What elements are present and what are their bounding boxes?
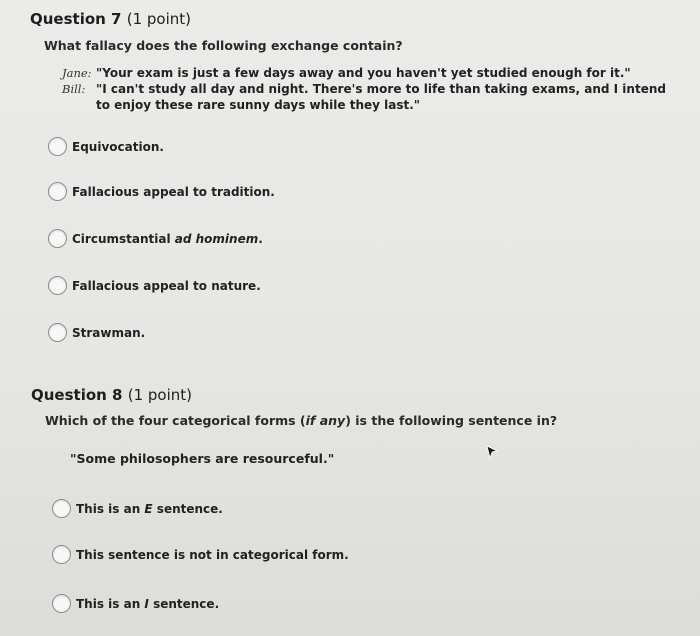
option-label: Fallacious appeal to nature. bbox=[72, 278, 261, 293]
q7-option-appeal-to-nature[interactable] bbox=[48, 276, 261, 295]
option-label-post: . bbox=[258, 231, 263, 246]
dialogue bbox=[62, 65, 666, 113]
radio-button[interactable] bbox=[48, 229, 67, 248]
bill-speaker: Bill: bbox=[62, 82, 86, 96]
q7-option-strawman[interactable] bbox=[48, 323, 145, 342]
question-8-prompt bbox=[45, 413, 557, 428]
option-label-pre: This is an bbox=[76, 501, 145, 516]
prompt-pre: Which of the four categorical forms ( bbox=[45, 413, 306, 428]
bill-line-1: "I can't study all day and night. There's more to life than taking exams, and I intend bbox=[96, 82, 666, 96]
radio-button[interactable] bbox=[52, 594, 71, 613]
q7-option-equivocation[interactable] bbox=[48, 137, 164, 156]
radio-button[interactable] bbox=[48, 276, 67, 295]
option-label: Strawman. bbox=[72, 325, 146, 340]
q8-option-not-categorical[interactable] bbox=[52, 545, 349, 564]
option-label bbox=[76, 502, 223, 516]
option-label-emphasis: E bbox=[144, 501, 153, 516]
q8-option-e-sentence[interactable] bbox=[52, 499, 223, 518]
question-8-number: Question 8 bbox=[31, 386, 123, 404]
q7-option-circumstantial-ad-hominem[interactable] bbox=[48, 229, 263, 248]
question-7-number: Question 7 bbox=[30, 10, 122, 28]
option-label-post: sentence. bbox=[148, 596, 220, 611]
radio-button[interactable] bbox=[48, 182, 67, 201]
option-label: Equivocation. bbox=[72, 139, 164, 154]
radio-button[interactable] bbox=[48, 137, 67, 156]
radio-button[interactable] bbox=[52, 499, 71, 518]
option-label-emphasis: I bbox=[144, 596, 149, 611]
option-label-pre: Circumstantial bbox=[72, 231, 175, 246]
prompt-post: ) is the following sentence in? bbox=[345, 413, 558, 428]
option-label: This sentence is not in categorical form. bbox=[76, 547, 349, 562]
bill-line-2: to enjoy these rare sunny days while they last." bbox=[96, 98, 421, 112]
option-label-pre: This is an bbox=[76, 596, 145, 611]
question-7-points: (1 point) bbox=[126, 10, 192, 28]
bill-line-row bbox=[62, 81, 666, 97]
mouse-cursor-icon bbox=[486, 445, 498, 459]
prompt-emphasis: if any bbox=[305, 413, 346, 428]
question-8-points: (1 point) bbox=[127, 386, 193, 404]
radio-button[interactable] bbox=[48, 323, 67, 342]
jane-line-row bbox=[62, 65, 666, 81]
sentence-quote: "Some philosophers are resourceful." bbox=[70, 451, 335, 466]
option-label bbox=[76, 597, 219, 611]
option-label bbox=[72, 232, 263, 246]
option-label: Fallacious appeal to tradition. bbox=[72, 184, 275, 199]
question-8-title bbox=[31, 386, 192, 404]
question-7-title bbox=[30, 10, 191, 28]
option-label-post: sentence. bbox=[152, 501, 223, 516]
q7-option-appeal-to-tradition[interactable] bbox=[48, 182, 275, 201]
jane-speaker: Jane: bbox=[62, 66, 92, 80]
option-label-emphasis: ad hominem bbox=[174, 231, 259, 246]
jane-line: "Your exam is just a few days away and you haven't yet studied enough for it." bbox=[96, 66, 631, 80]
question-7-prompt: What fallacy does the following exchange contain? bbox=[44, 38, 403, 53]
q8-option-i-sentence[interactable] bbox=[52, 594, 219, 613]
radio-button[interactable] bbox=[52, 545, 71, 564]
